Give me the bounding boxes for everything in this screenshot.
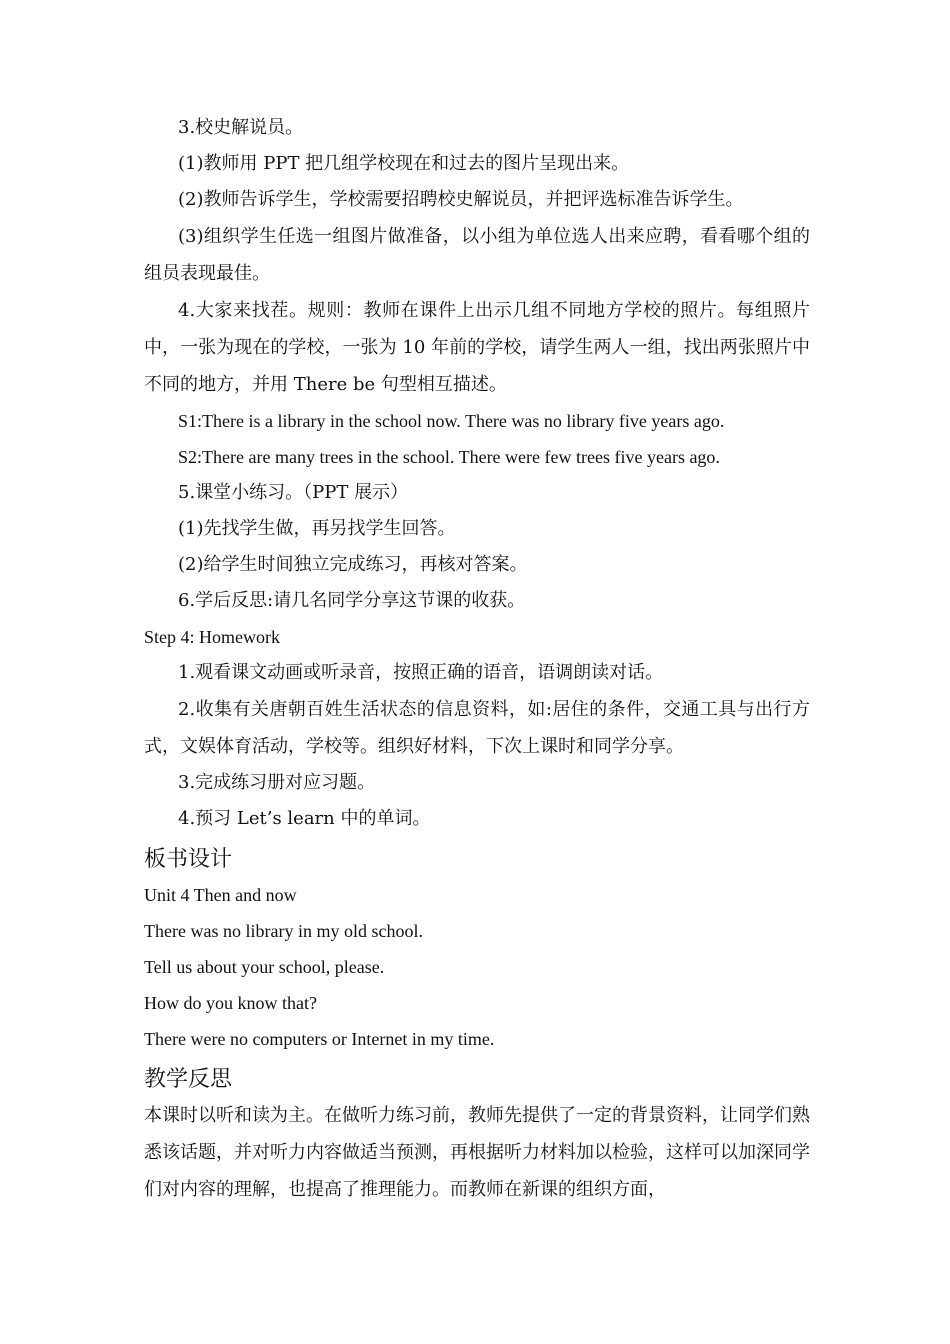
activity-4-example-s1: S1:There is a library in the school now. There was no library five years ago. <box>178 411 725 431</box>
activity-5-title: 5.课堂小练习。（PPT 展示） <box>178 482 409 503</box>
board-line-3: Tell us about your school, please. <box>144 957 385 977</box>
activity-5-step-1: (1)先找学生做，再另找学生回答。 <box>178 518 456 539</box>
board-line-4: How do you know that? <box>144 993 317 1013</box>
activity-4-rules <box>144 292 810 403</box>
activity-4-example-s2: S2:There are many trees in the school. There were few trees five years ago. <box>178 447 720 467</box>
activity-3-step-1: (1)教师用 PPT 把几组学校现在和过去的图片呈现出来。 <box>178 153 630 174</box>
board-line-1: Unit 4 Then and now <box>144 885 297 905</box>
homework-item-4: 4.预习 Let’s learn 中的单词。 <box>178 808 431 829</box>
activity-5-step-2: (2)给学生时间独立完成练习，再核对答案。 <box>178 554 528 575</box>
activity-3-step-3 <box>144 218 810 292</box>
reflection-text: 本课时以听和读为主。在做听力练习前，教师先提供了一定的背景资料，让同学们熟悉该话题，并对听力内容做适当预测，再根据听力材料加以检验，这样可以加深同学们对内容的理解，也提高了推理能力。而教师在新课的组织方面， <box>144 1105 810 1200</box>
homework-item-2 <box>144 691 810 765</box>
board-line-2: There was no library in my old school. <box>144 921 423 941</box>
homework-item-3: 3.完成练习册对应习题。 <box>178 772 376 793</box>
activity-6-title: 6.学后反思:请几名同学分享这节课的收获。 <box>178 590 526 611</box>
homework-item-2-text: 2.收集有关唐朝百姓生活状态的信息资料，如:居住的条件，交通工具与出行方式，文娱体育活动，学校等。组织好材料，下次上课时和同学分享。 <box>144 699 810 757</box>
homework-heading: Step 4: Homework <box>144 627 280 647</box>
activity-3-title: 3.校史解说员。 <box>178 117 304 138</box>
activity-3-step-3-text: (3)组织学生任选一组图片做准备，以小组为单位选人出来应聘，看看哪个组的组员表现最佳。 <box>144 226 810 284</box>
board-line-5: There were no computers or Internet in my time. <box>144 1029 495 1049</box>
activity-4-rules-text: 4.大家来找茬。规则：教师在课件上出示几组不同地方学校的照片。每组照片中，一张为现在的学校，一张为 10 年前的学校，请学生两人一组，找出两张照片中不同的地方，并用 There be 句型相互描述。 <box>144 300 810 395</box>
homework-item-1: 1.观看课文动画或听录音，按照正确的语音，语调朗读对话。 <box>178 662 664 683</box>
activity-3-step-2: (2)教师告诉学生，学校需要招聘校史解说员，并把评选标准告诉学生。 <box>178 189 744 210</box>
board-design-heading: 板书设计 <box>144 847 233 872</box>
document-page <box>144 110 810 1208</box>
reflection-heading: 教学反思 <box>144 1067 233 1092</box>
